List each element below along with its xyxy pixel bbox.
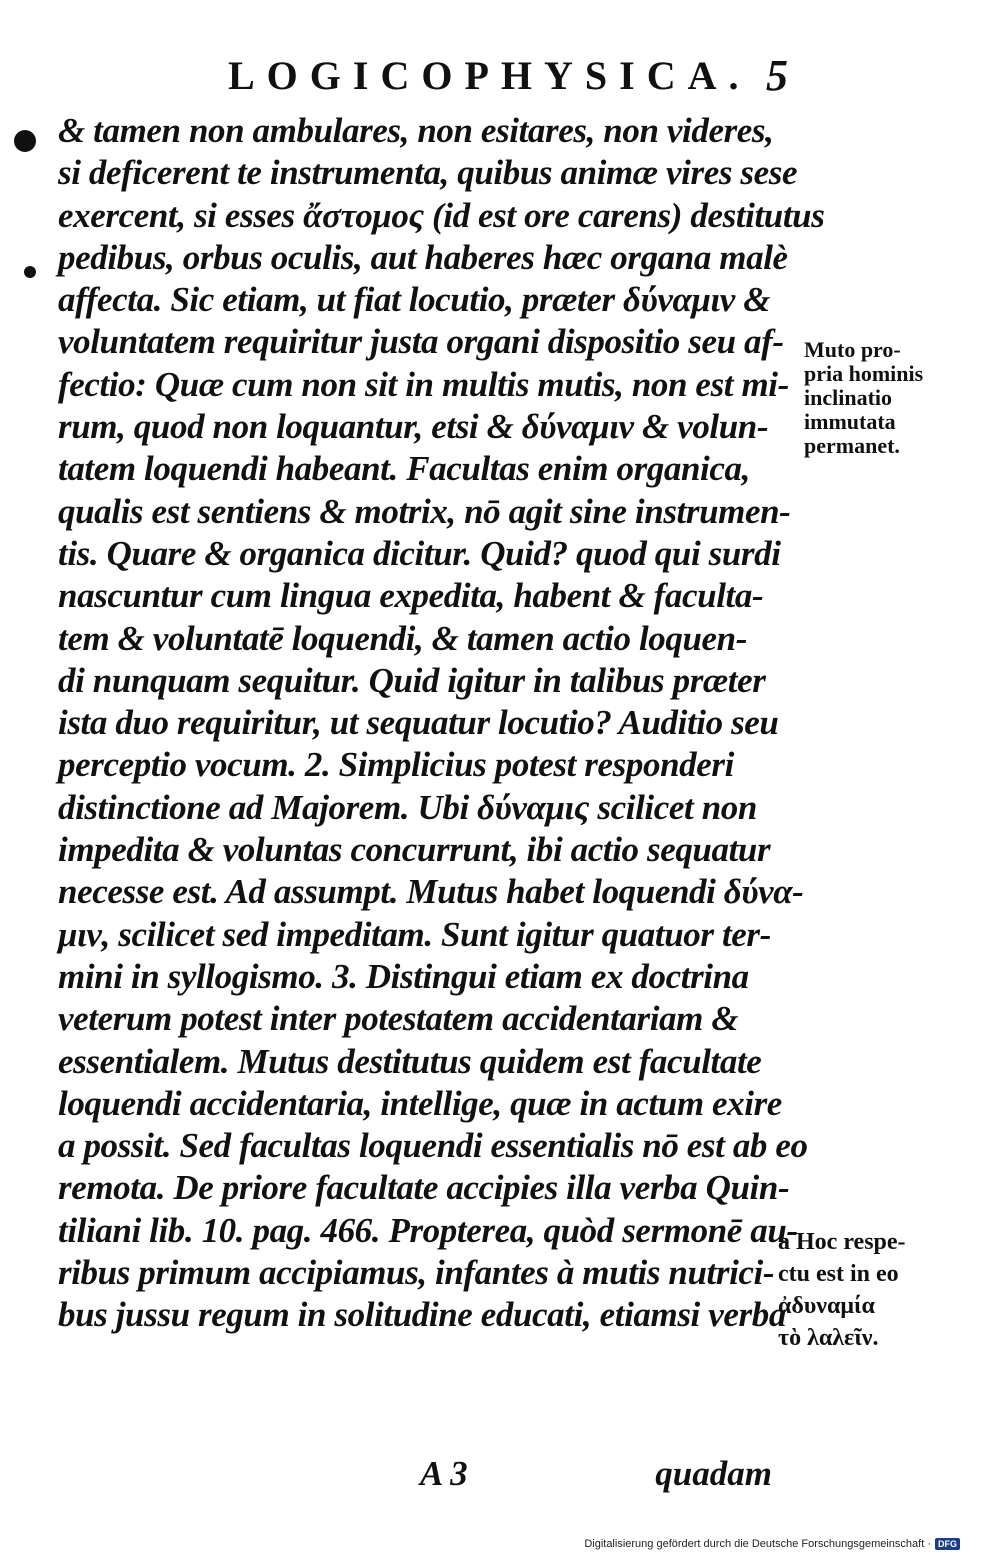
text-line: & tamen non ambulares, non esitares, non videres, — [58, 111, 774, 150]
text-line: distinctione ad Majorem. Ubi δύναμις scilicet non — [58, 787, 757, 827]
text-line: ista duo requiritur, ut sequatur locutio? Auditio seu — [58, 703, 779, 743]
page-footer — [420, 1450, 800, 1498]
text-line: nascuntur cum lingua expedita, habent & faculta- — [58, 576, 764, 616]
text-line: mini in syllogismo. 3. Distingui etiam ex doctrina — [58, 956, 749, 996]
text-line: remota. De priore facultate accipies illa verba Quin- — [58, 1168, 790, 1208]
marginal-note-muto — [804, 338, 994, 458]
text-line: a possit. Sed facultas loquendi essentialis nō est ab eo — [58, 1126, 808, 1166]
text-line: necesse est. Ad assumpt. Mutus habet loquendi δύνα- — [58, 872, 804, 912]
text-line: voluntatem requiritur justa organi dispositio seu af- — [58, 322, 784, 362]
ink-dot-ornament — [24, 266, 36, 278]
text-line: veterum potest inter potestatem accidentariam & — [58, 999, 739, 1039]
text-line: tis. Quare & organica dicitur. Quid? quod qui surdi — [58, 533, 781, 573]
signature-mark: A 3 — [420, 1454, 468, 1493]
catchword: quadam — [655, 1454, 772, 1493]
marginal-note-line: pria hominis — [804, 361, 924, 386]
text-line: pedibus, orbus oculis, aut haberes hæc organa malè — [58, 237, 788, 277]
text-line: si deficerent te instrumenta, quibus animæ vires sese — [58, 153, 798, 193]
marginal-note-line: inclinatio — [804, 385, 893, 410]
text-line: fectio: Quæ cum non sit in multis mutis, non est mi- — [58, 364, 789, 404]
running-head-title: LOGICOPHYSICA. — [228, 53, 751, 98]
text-line: bus jussu regum in solitudine educati, etiamsi verba — [58, 1295, 786, 1335]
text-line: tatem loquendi habeant. Facultas enim organica, — [58, 449, 750, 489]
marginal-note-line: τὸ λαλεῖν. — [778, 1325, 879, 1351]
marginal-note-line: Muto pro- — [804, 337, 901, 362]
ink-blot-ornament — [14, 130, 36, 152]
text-line: essentialem. Mutus destitutus quidem est facultate — [58, 1041, 762, 1081]
marginal-note-line: ctu est in eo — [778, 1261, 899, 1287]
text-line: qualis est sentiens & motrix, nō agit sine instrumen- — [58, 491, 791, 531]
text-line: rum, quod non loquantur, etsi & δύναμιν & volun- — [58, 407, 769, 447]
digitization-credit — [584, 1538, 960, 1550]
text-line: μιν, scilicet sed impeditam. Sunt igitur quatuor ter- — [58, 914, 771, 954]
credit-text: Digitalisierung gefördert durch die Deutsche Forschungsgemeinschaft · — [584, 1538, 931, 1550]
main-text-block — [58, 110, 825, 1337]
text-line: perceptio vocum. 2. Simplicius potest responderi — [58, 745, 734, 785]
text-line: tiliani lib. 10. pag. 466. Propterea, quòd sermonē au- — [58, 1210, 798, 1250]
text-line: di nunquam sequitur. Quid igitur in talibus præter — [58, 660, 766, 700]
marginal-note-line: immutata — [804, 409, 896, 434]
marginal-note-line: permanet. — [804, 433, 900, 458]
dfg-logo-icon: DFG — [935, 1538, 960, 1550]
text-line: tem & voluntatē loquendi, & tamen actio loquen- — [58, 618, 747, 658]
marginal-note-line: a Hoc respe- — [778, 1229, 906, 1255]
text-line: affecta. Sic etiam, ut fiat locutio, præter δύναμιν & — [58, 280, 771, 320]
running-header — [228, 52, 788, 100]
text-line: ribus primum accipiamus, infantes à mutis nutrici- — [58, 1253, 775, 1293]
marginal-note-hoc-respectu — [778, 1226, 978, 1354]
page-number: 5 — [766, 51, 788, 100]
marginal-note-line: ἀδυναμία — [778, 1293, 875, 1319]
text-line: impedita & voluntas concurrunt, ibi actio sequatur — [58, 830, 771, 870]
text-line: loquendi accidentaria, intellige, quæ in actum exire — [58, 1083, 782, 1123]
text-line: exercent, si esses ἄστομος (id est ore carens) destitutus — [58, 195, 825, 235]
